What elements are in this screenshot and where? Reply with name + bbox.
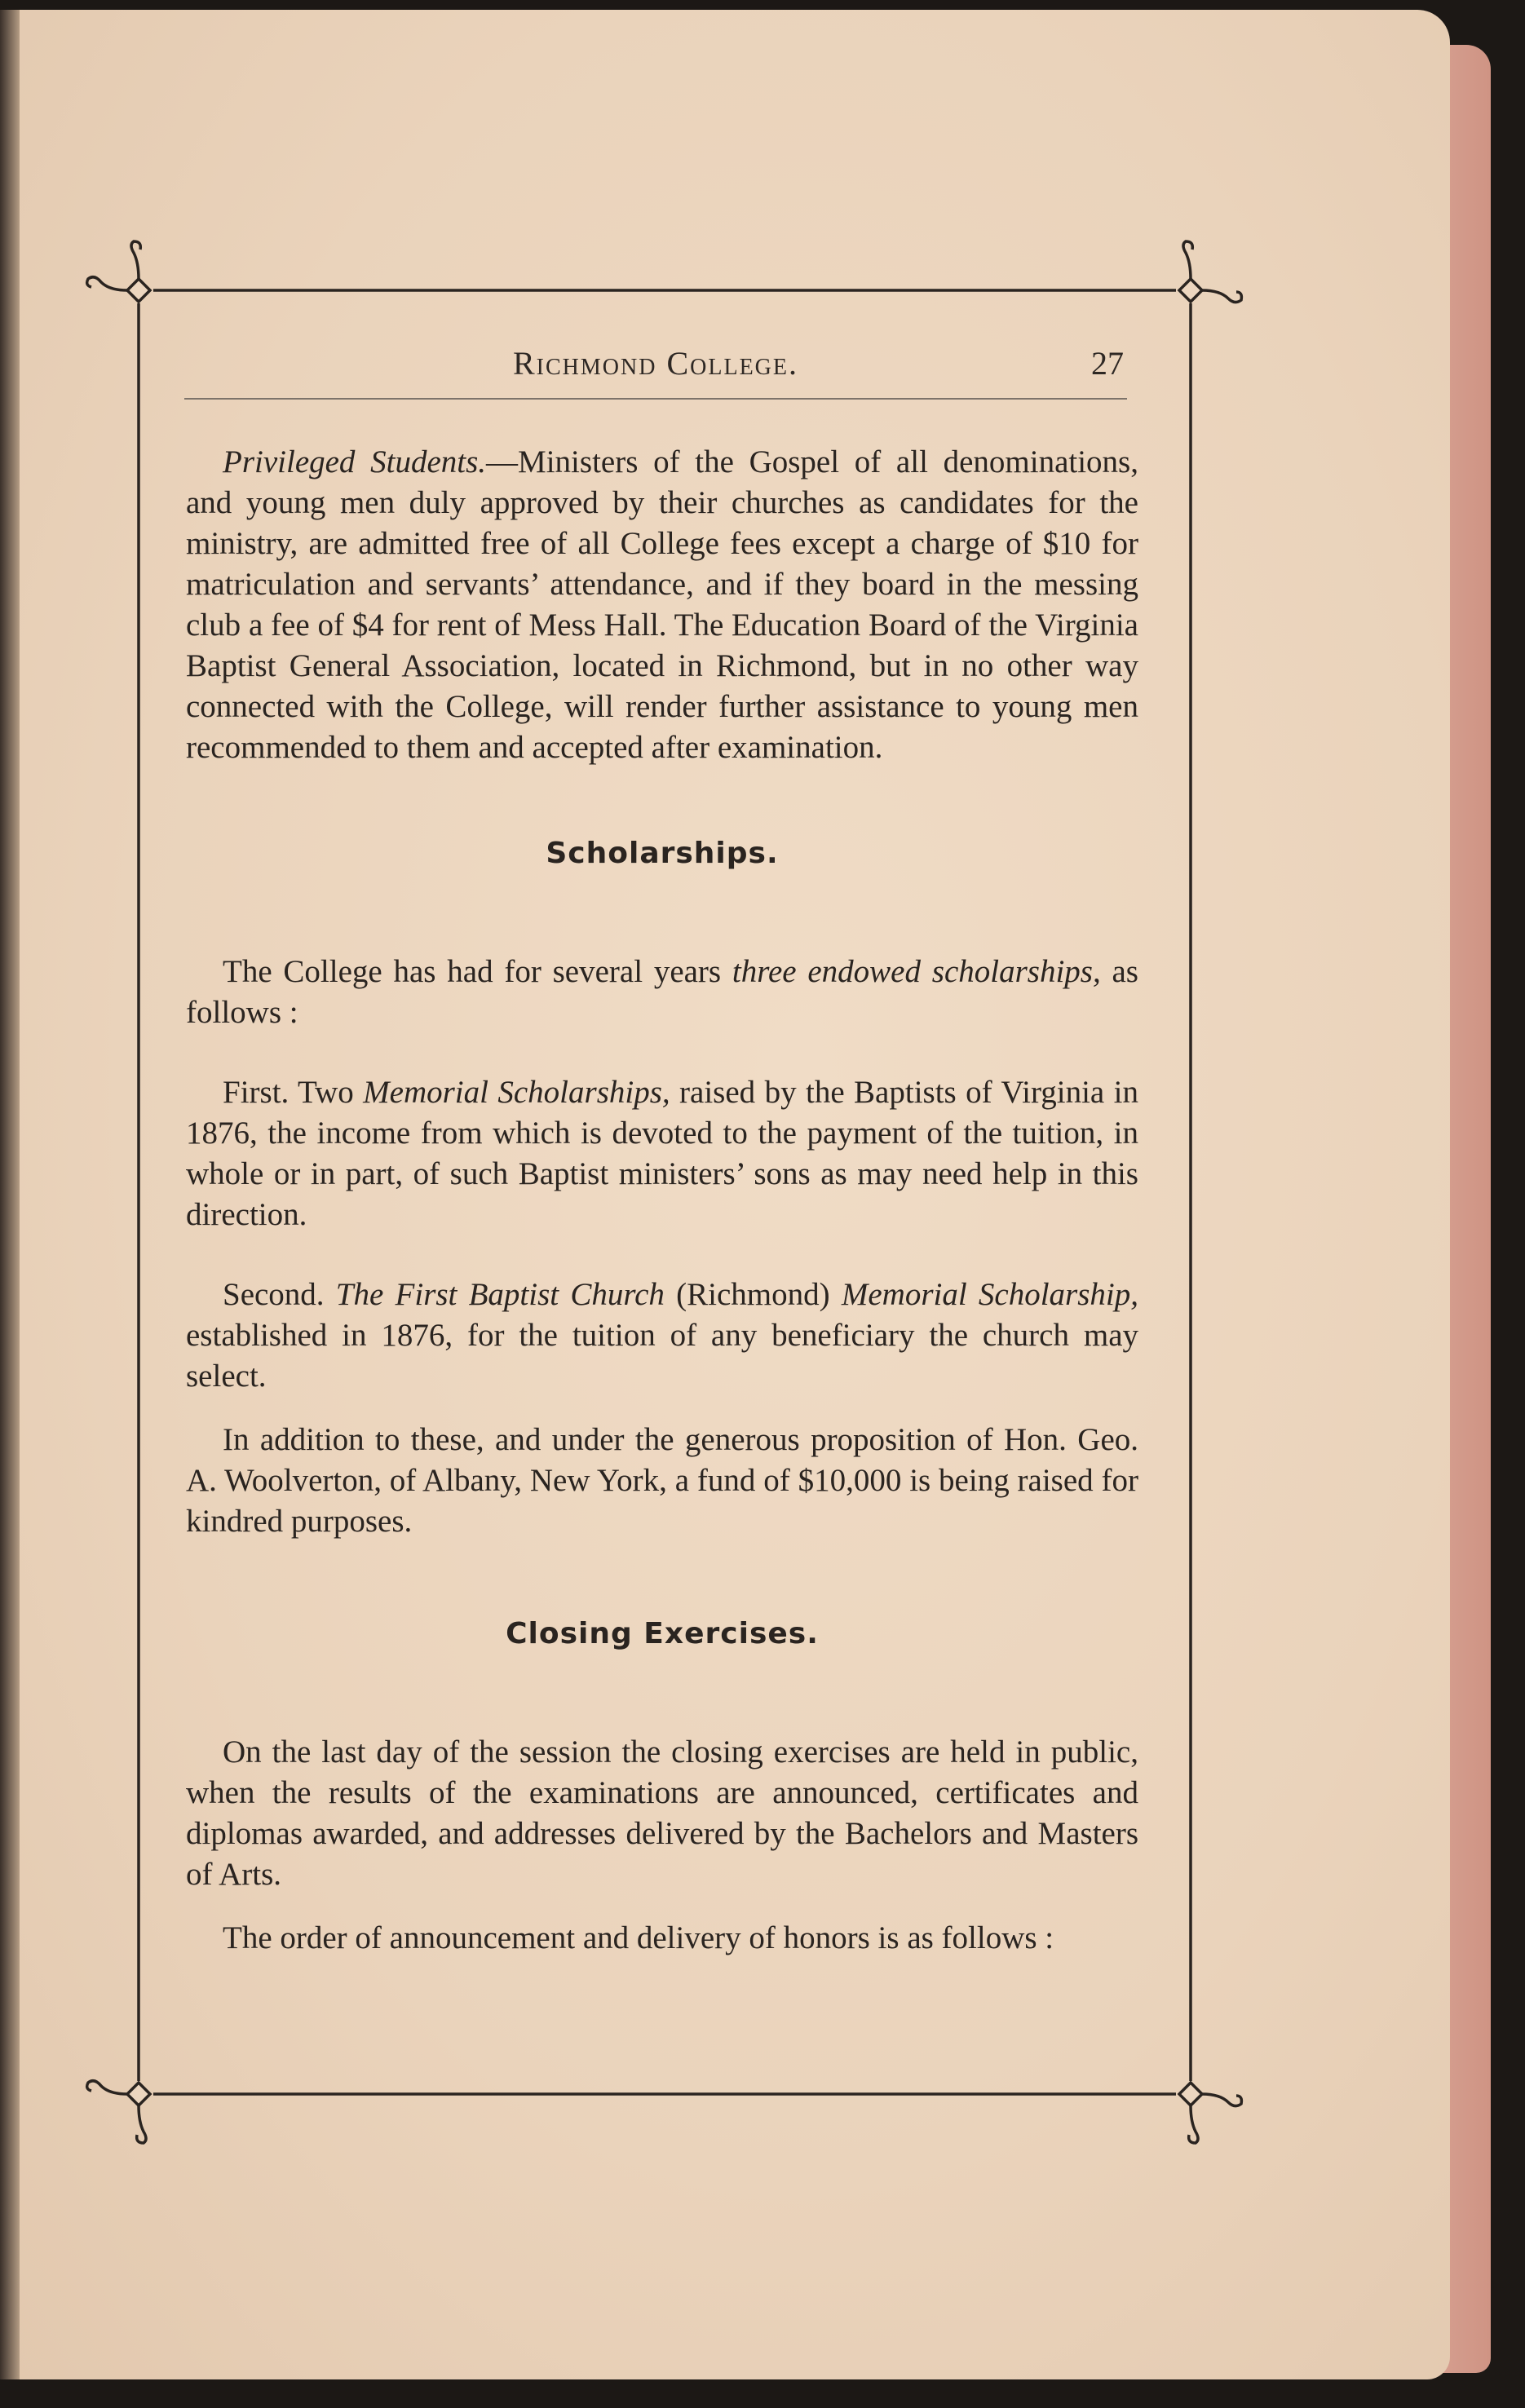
privileged-students-lead: Privileged Students. — [223, 444, 487, 479]
running-title: Richmond College. — [513, 345, 798, 382]
second-scholarship-lead: Second. — [223, 1277, 336, 1312]
scholarships-intro-tail: as follows : — [186, 954, 1138, 1030]
second-scholarship-location: (Richmond) — [664, 1277, 842, 1312]
first-scholarship-lead: First. Two — [223, 1075, 364, 1110]
scholarships-intro — [186, 952, 1138, 1033]
first-scholarship-emphasis: Memorial Scholarships, — [363, 1075, 670, 1110]
closing-paragraph-2: The order of announcement and delivery of honors is as follows : — [223, 1920, 1054, 1955]
first-scholarship-text: raised by the Baptists of Virginia in 1876, the income from which is devoted to the payment of the tuition, in whole or in part, of such Baptist ministers’ sons as may need help in this direction. — [186, 1075, 1138, 1232]
scholarships-intro-emphasis: three endowed scholarships, — [732, 954, 1101, 989]
page-number: 27 — [1091, 345, 1124, 382]
privileged-students-text: —Ministers of the Gospel of all denominations, and young men duly approved by their churches as candidates for the ministry, are admitted free of all College fees except a charge of $10 for matriculation and servants’ attendance, and if they board in the messing club a fee of $4 for rent of Mess Hall. The Education Board of the Virginia Baptist General Association, located in Richmond, but in no other way connected with the College, will render further assistance to young men recommended to them and accepted after examination. — [186, 444, 1138, 765]
closing-paragraph-1: On the last day of the session the closing exercises are held in public, when the results of the examinations are announced, certificates and diplomas awarded, and addresses delivered by the Bachelors and Masters of Arts. — [186, 1734, 1138, 1892]
page-content — [186, 442, 1138, 1959]
running-head — [184, 341, 1127, 400]
second-scholarship-emphasis: Memorial Scholarship, — [841, 1277, 1138, 1312]
scholarships-heading: Scholarships. — [546, 837, 779, 870]
scholarships-intro-text: The College has had for several years — [223, 954, 732, 989]
addition-paragraph: In addition to these, and under the generous proposition of Hon. Geo. A. Woolverton, of Albany, New York, a fund of $10,000 is being raised for kindred purposes. — [186, 1422, 1138, 1539]
second-scholarship-text: established in 1876, for the tuition of any beneficiary the church may select. — [186, 1318, 1138, 1394]
first-scholarship-paragraph — [186, 1072, 1138, 1235]
closing-exercises-heading: Closing Exercises. — [506, 1617, 819, 1650]
privileged-students-paragraph — [186, 442, 1138, 768]
second-scholarship-paragraph — [186, 1275, 1138, 1397]
book-gutter — [0, 10, 20, 2379]
second-scholarship-church: The First Baptist Church — [335, 1277, 665, 1312]
